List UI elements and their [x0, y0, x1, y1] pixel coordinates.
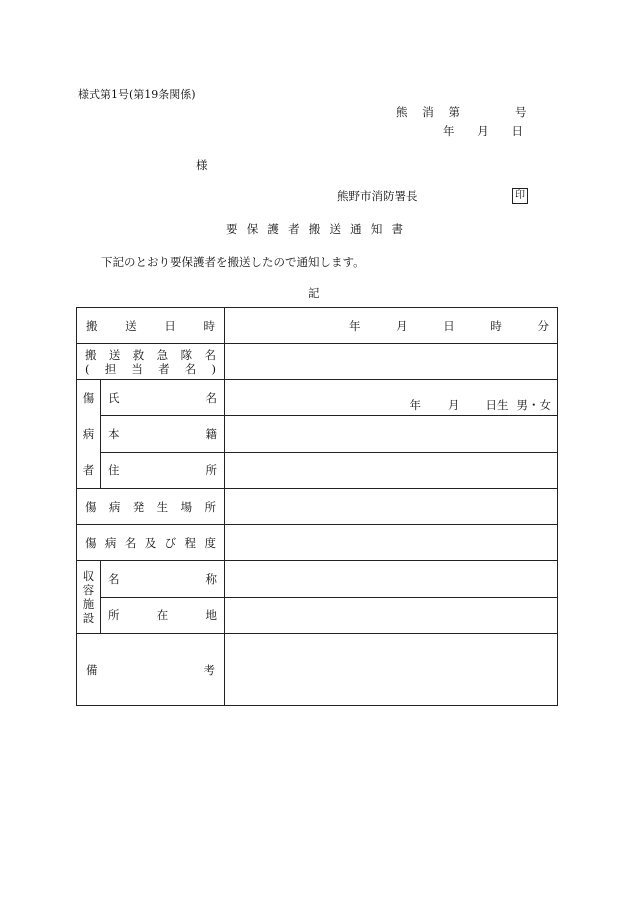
row-patient-domicile [77, 416, 558, 452]
ref-char: 第 [448, 105, 460, 119]
value-incident-place[interactable] [225, 489, 558, 525]
title-char: 搬 [308, 222, 321, 236]
value-patient-name[interactable] [225, 380, 558, 416]
seal-stamp: 印 [512, 188, 528, 204]
date-month: 月 [477, 124, 489, 138]
row-injury [77, 525, 558, 561]
transport-notice-table [76, 307, 558, 706]
value-facility-name[interactable] [225, 561, 558, 598]
row-transport-datetime [77, 308, 558, 344]
row-patient-address [77, 452, 558, 488]
label-transport-datetime: 搬 送 日 時 [77, 308, 225, 344]
unit-minute: 分 [537, 318, 549, 333]
title-char: 保 [246, 222, 259, 236]
label-patient-domicile: 本 籍 [101, 416, 225, 452]
value-injury[interactable] [225, 525, 558, 561]
title-char: 送 [329, 222, 341, 236]
value-patient-domicile[interactable] [225, 416, 558, 452]
intro-text: 下記のとおり要保護者を搬送したので通知します。 [101, 255, 365, 269]
row-remarks [77, 634, 558, 706]
unit-day: 日 [443, 318, 455, 333]
label-incident-place: 傷 病 発 生 場 所 [77, 489, 225, 525]
ref-char: 熊 [396, 105, 408, 119]
addressee-suffix: 様 [196, 158, 208, 172]
label-injury: 傷 病 名 及 び 程 度 [77, 525, 225, 561]
birth-year: 年 [409, 398, 421, 413]
ref-char: 消 [422, 105, 434, 119]
row-incident-place [77, 489, 558, 525]
value-unit-name[interactable] [225, 344, 558, 380]
form-number: 様式第1号(第19条関係) [78, 88, 196, 101]
birth-month: 月 [448, 398, 460, 413]
value-facility-location[interactable] [225, 597, 558, 634]
value-transport-datetime[interactable] [225, 308, 558, 344]
unit-year: 年 [349, 318, 361, 333]
label-remarks: 備 考 [77, 634, 225, 706]
sender-name: 熊野市消防署長 [337, 189, 418, 203]
date-day: 日 [511, 124, 523, 138]
title-char: 知 [370, 222, 383, 236]
unit-month: 月 [396, 318, 408, 333]
label-patient-address: 住 所 [101, 452, 225, 488]
row-facility-name [77, 561, 558, 598]
label-facility-name: 名 称 [101, 561, 225, 598]
row-patient-name [77, 380, 558, 416]
row-unit-name [77, 344, 558, 380]
issue-date [443, 123, 523, 139]
label-facility-location: 所 在 地 [101, 597, 225, 634]
row-facility-location [77, 597, 558, 634]
ki-heading: 記 [308, 286, 320, 300]
label-patient-name: 氏 名 [101, 380, 225, 416]
seal-mark [512, 187, 528, 204]
date-year: 年 [443, 124, 455, 138]
value-patient-address[interactable] [225, 452, 558, 488]
title-char: 要 [226, 222, 238, 236]
value-remarks[interactable] [225, 634, 558, 706]
reference-number-suffix: 号 [515, 105, 527, 119]
label-patient-group: 傷 病 者 [77, 380, 101, 489]
title-char: 護 [267, 222, 279, 236]
sex-option: 男・女 [516, 398, 551, 413]
title-char: 書 [391, 222, 403, 236]
birth-day: 日生 [485, 398, 509, 413]
label-facility-group: 収 容 施 設 [77, 561, 101, 634]
label-unit-name: 搬 送 救 急 隊 名 ( 担 当 者 名 ) [77, 344, 225, 380]
title-char: 通 [350, 222, 362, 236]
unit-hour: 時 [490, 318, 502, 333]
title-char: 者 [288, 222, 300, 236]
reference-number-prefix [396, 104, 460, 120]
document-title [226, 221, 403, 237]
